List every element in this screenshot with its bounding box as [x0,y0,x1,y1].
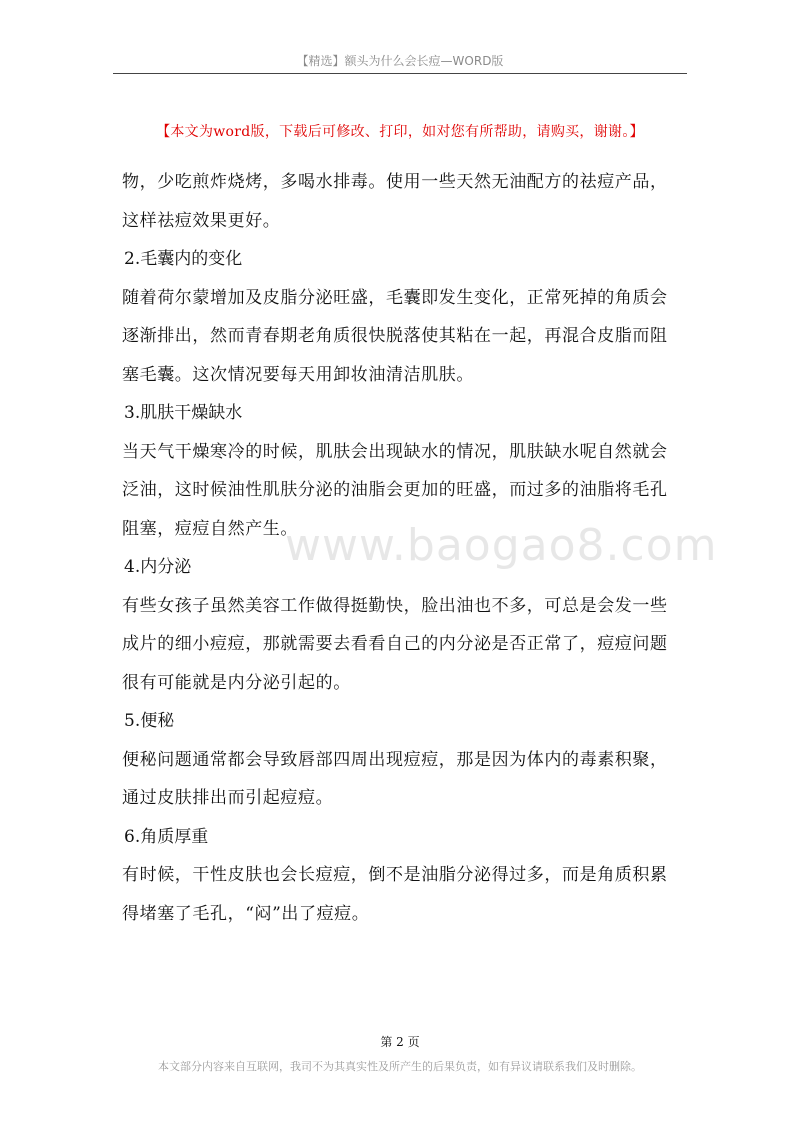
paragraph: 便秘问题通常都会导致唇部四周出现痘痘，那是因为体内的毒素积聚，通过皮肤排出而引起痘痘。 [122,749,668,808]
watermark: www.baogao8.com [285,520,718,571]
paragraph: 有时候，干性皮肤也会长痘痘，倒不是油脂分泌得过多，而是角质积累得堵塞了毛孔，“闷”出了痘痘。 [122,865,668,924]
paragraph: 有些女孩子虽然美容工作做得挺勤快，脸出油也不多，可总是会发一些成片的细小痘痘，那就需要去看看自己的内分泌是否正常了，痘痘问题很有可能就是内分泌引起的。 [122,595,668,693]
section-heading: 2.毛囊内的变化 [124,249,243,269]
download-notice: 【本文为word版，下载后可修改、打印，如对您有所帮助，请购买，谢谢。】 [156,124,644,140]
section-heading: 5.便秘 [124,711,175,731]
page-header-title: 【精选】额头为什么会长痘—WORD版 [296,54,504,68]
page-number: 第 2 页 [380,1035,420,1049]
section-heading: 3.肌肤干燥缺水 [124,403,243,423]
section-heading: 4.内分泌 [124,557,192,577]
header-divider [113,73,687,74]
paragraph: 当天气干燥寒冷的时候，肌肤会出现缺水的情况，肌肤缺水呢自然就会泛油，这时候油性肌肤分泌的油脂会更加的旺盛，而过多的油脂将毛孔阻塞，痘痘自然产生。 [122,441,668,539]
footer-disclaimer: 本文部分内容来自互联网，我司不为其真实性及所产生的后果负责，如有异议请联系我们及时删除。 [158,1060,642,1073]
paragraph: 物，少吃煎炸烧烤，多喝水排毒。使用一些天然无油配方的祛痘产品，这样祛痘效果更好。 [122,172,668,231]
section-heading: 6.角质厚重 [124,826,209,847]
paragraph: 随着荷尔蒙增加及皮脂分泌旺盛，毛囊即发生变化，正常死掉的角质会逐渐排出，然而青春期老角质很快脱落使其粘在一起，再混合皮脂而阻塞毛囊。这次情况要每天用卸妆油清洁肌肤。 [122,287,668,385]
